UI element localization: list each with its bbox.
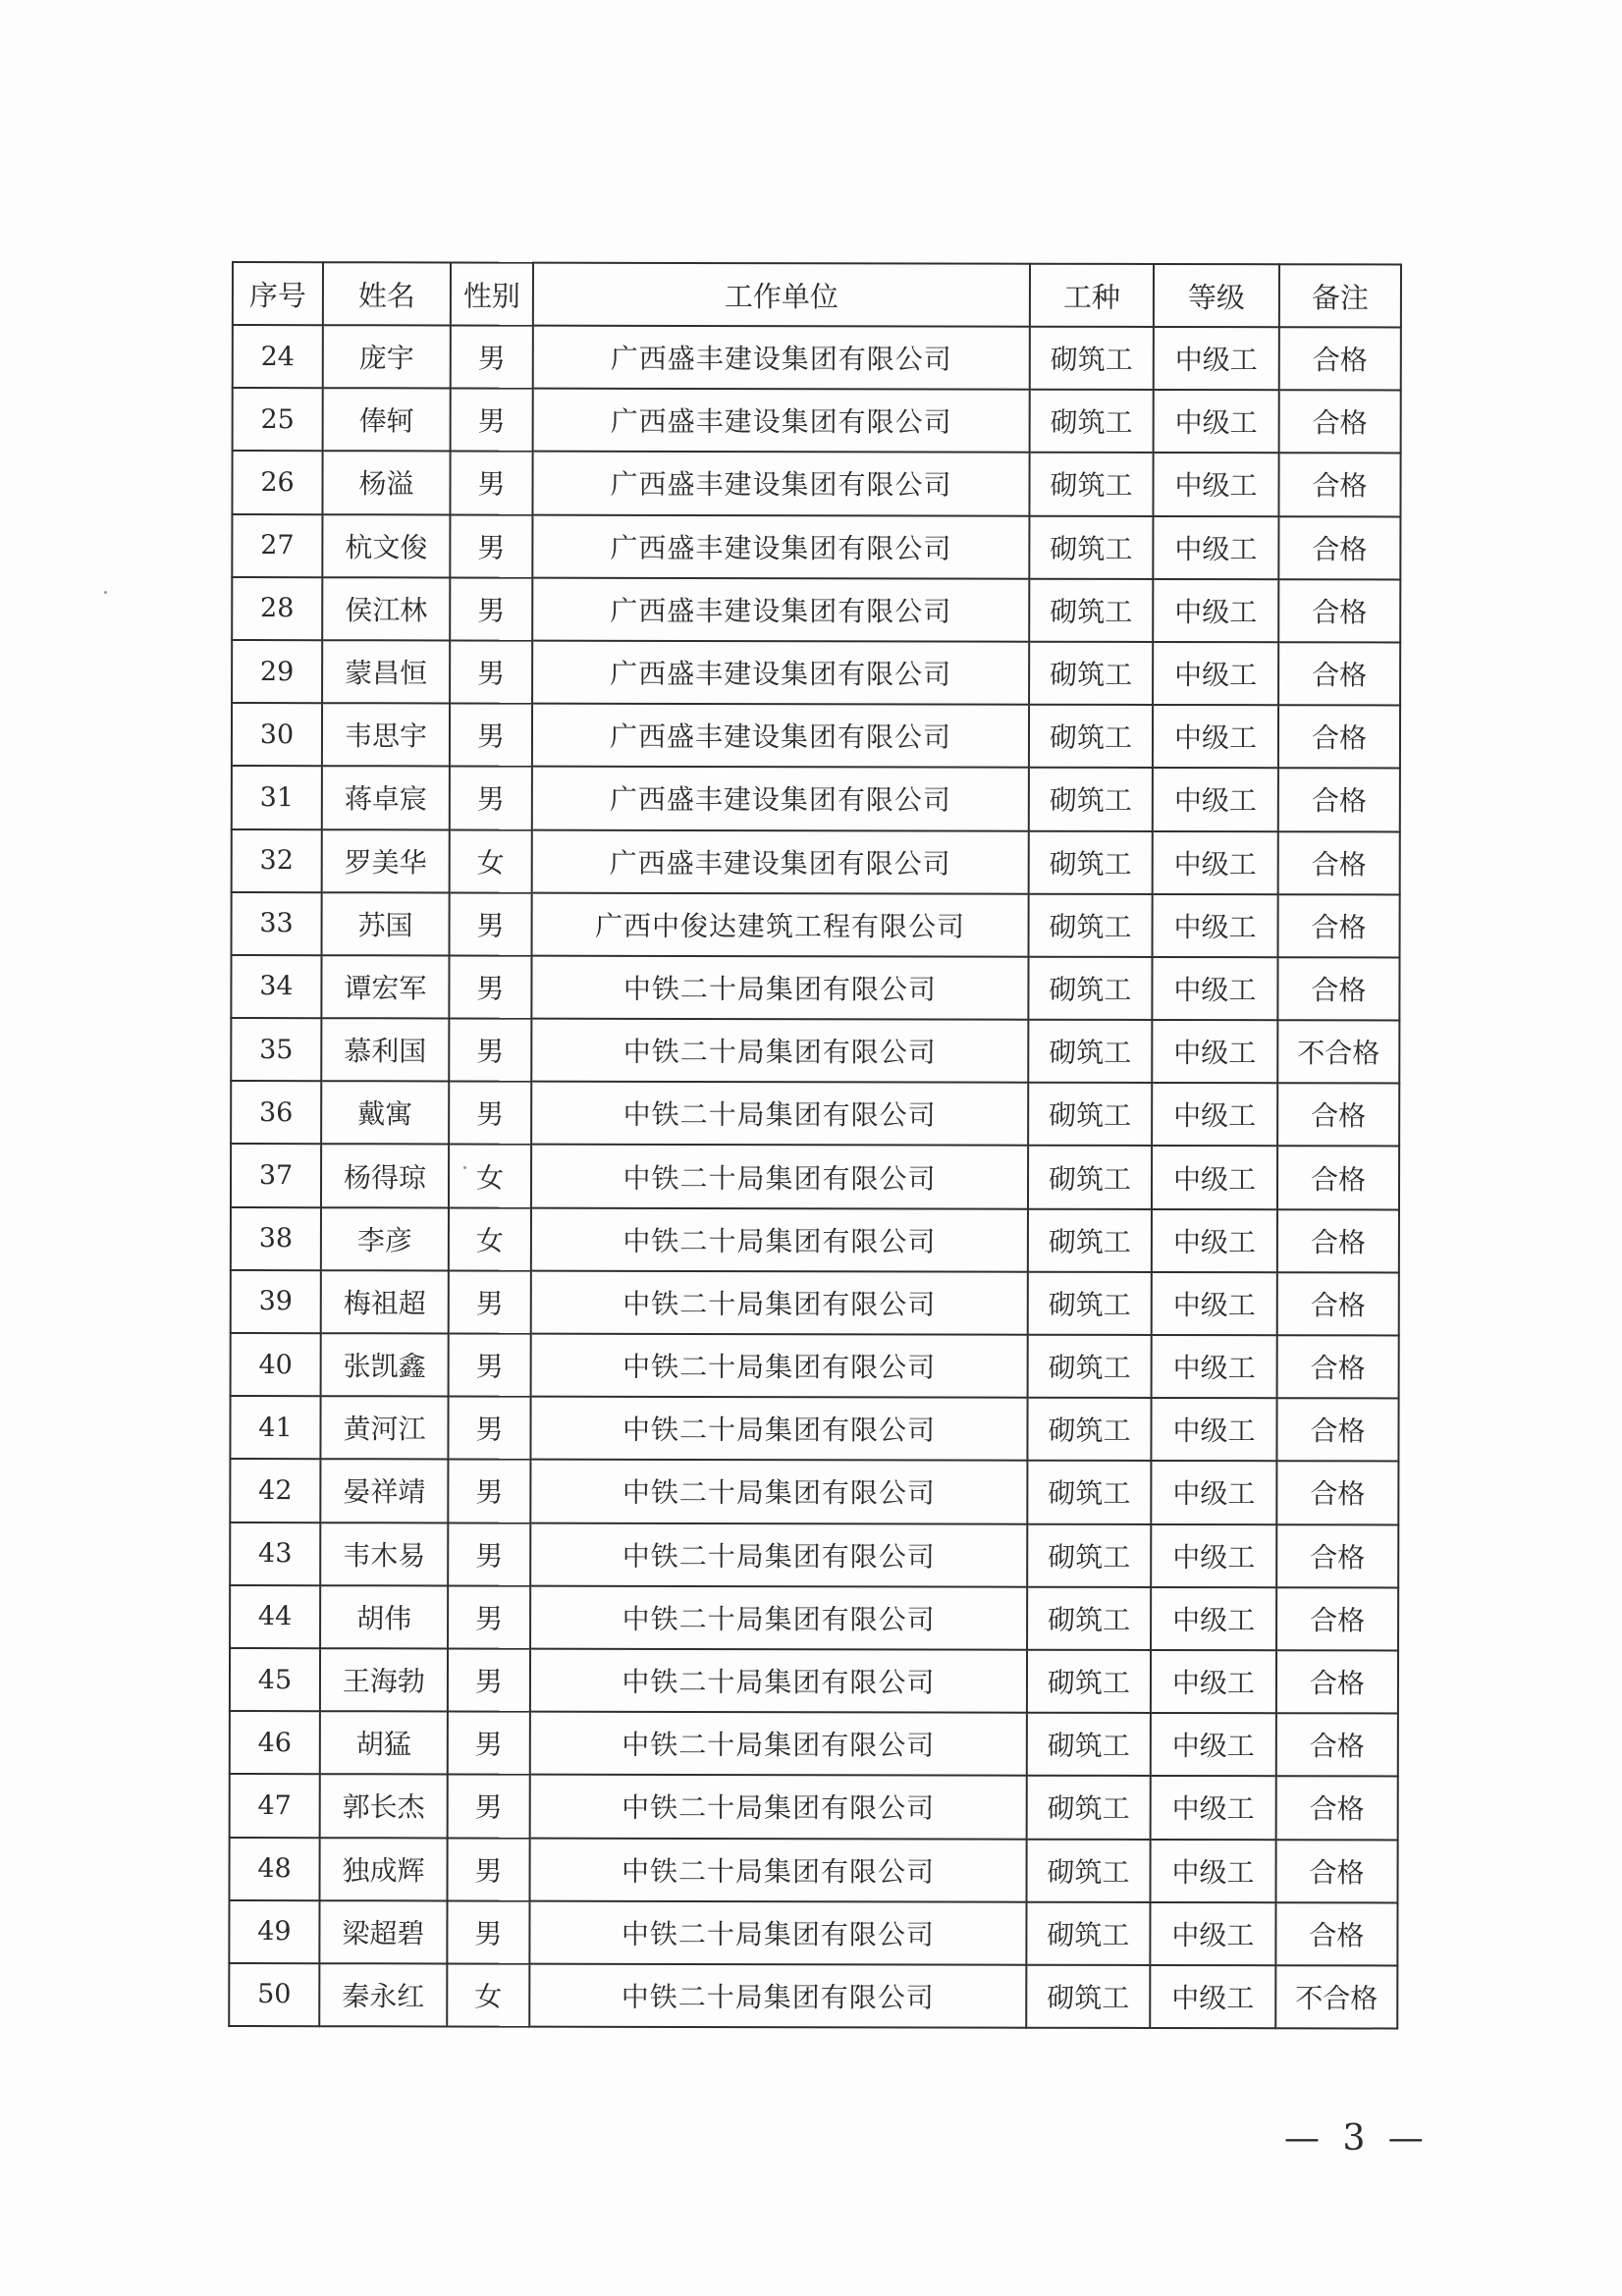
cell-remark: 合格 <box>1279 390 1401 453</box>
header-trade: 工种 <box>1030 264 1154 327</box>
cell-gender: 女 <box>449 1207 531 1270</box>
cell-level: 中级工 <box>1153 579 1278 642</box>
cell-level: 中级工 <box>1154 390 1279 453</box>
cell-trade: 砌筑工 <box>1029 642 1153 705</box>
cell-remark: 合格 <box>1277 1083 1399 1146</box>
cell-trade: 砌筑工 <box>1027 1398 1151 1461</box>
cell-gender: 男 <box>448 1838 530 1900</box>
cell-level: 中级工 <box>1152 1272 1277 1335</box>
cell-level: 中级工 <box>1154 327 1279 390</box>
cell-seq: 37 <box>231 1144 321 1206</box>
cell-gender: 男 <box>449 1082 531 1145</box>
cell-seq: 35 <box>231 1018 321 1081</box>
cell-unit: 中铁二十局集团有限公司 <box>530 1712 1027 1776</box>
cell-name: 黄河江 <box>320 1396 448 1459</box>
cell-trade: 砌筑工 <box>1030 390 1154 453</box>
cell-name: 梅祖超 <box>321 1270 449 1333</box>
cell-unit: 广西盛丰建设集团有限公司 <box>533 326 1030 390</box>
cell-unit: 中铁二十局集团有限公司 <box>531 1207 1028 1271</box>
cell-trade: 砌筑工 <box>1029 515 1153 578</box>
table-row <box>229 1900 1397 1966</box>
cell-remark: 合格 <box>1279 327 1401 390</box>
cell-gender: 男 <box>450 640 532 703</box>
cell-trade: 砌筑工 <box>1029 830 1153 893</box>
cell-level: 中级工 <box>1153 642 1278 705</box>
table-row <box>231 1018 1399 1084</box>
cell-remark: 合格 <box>1276 1777 1398 1840</box>
cell-name: 郭长杰 <box>320 1775 448 1838</box>
cell-level: 中级工 <box>1153 705 1278 768</box>
table-row <box>232 829 1400 895</box>
cell-gender: 男 <box>448 1775 530 1838</box>
cell-seq: 45 <box>230 1648 320 1711</box>
cell-seq: 31 <box>232 766 322 828</box>
cell-remark: 不合格 <box>1275 1965 1397 2028</box>
table-row <box>230 1711 1398 1777</box>
cell-level: 中级工 <box>1151 1398 1276 1461</box>
cell-level: 中级工 <box>1151 1650 1276 1713</box>
cell-unit: 中铁二十局集团有限公司 <box>530 1522 1027 1586</box>
cell-unit: 中铁二十局集团有限公司 <box>531 1082 1028 1146</box>
cell-level: 中级工 <box>1151 1776 1276 1839</box>
cell-trade: 砌筑工 <box>1029 893 1153 956</box>
cell-remark: 合格 <box>1276 1462 1398 1524</box>
cell-unit: 中铁二十局集团有限公司 <box>531 1334 1028 1398</box>
cell-remark: 合格 <box>1278 894 1400 957</box>
cell-name: 蒙昌恒 <box>322 640 450 703</box>
cell-remark: 合格 <box>1276 1713 1398 1776</box>
cell-trade: 砌筑工 <box>1027 1461 1151 1523</box>
cell-level: 中级工 <box>1153 830 1278 893</box>
cell-level: 中级工 <box>1153 516 1278 579</box>
cell-level: 中级工 <box>1152 1209 1277 1272</box>
table-row <box>230 1522 1398 1588</box>
table-header-row <box>233 262 1401 327</box>
cell-name: 庞宇 <box>323 325 451 388</box>
cell-remark: 不合格 <box>1277 1020 1399 1083</box>
table-row <box>232 892 1400 958</box>
cell-unit: 中铁二十局集团有限公司 <box>531 956 1028 1020</box>
cell-gender: 男 <box>448 1397 530 1460</box>
cell-trade: 砌筑工 <box>1029 453 1153 515</box>
cell-name: 俸轲 <box>323 388 451 451</box>
cell-seq: 26 <box>232 451 322 513</box>
cell-trade: 砌筑工 <box>1027 1586 1151 1649</box>
cell-unit: 中铁二十局集团有限公司 <box>529 1900 1026 1964</box>
cell-trade: 砌筑工 <box>1030 327 1154 390</box>
cell-unit: 中铁二十局集团有限公司 <box>530 1397 1027 1461</box>
cell-unit: 中铁二十局集团有限公司 <box>530 1649 1027 1713</box>
cell-gender: 女 <box>447 1963 529 2026</box>
cell-gender: 女 <box>449 1145 531 1207</box>
table-row <box>230 1396 1398 1462</box>
cell-trade: 砌筑工 <box>1029 705 1153 768</box>
cell-unit: 广西中俊达建筑工程有限公司 <box>532 892 1029 956</box>
table-row <box>230 1837 1398 1902</box>
table-row <box>231 1333 1399 1399</box>
table-row <box>231 1081 1399 1147</box>
cell-gender: 男 <box>450 767 532 829</box>
cell-seq: 24 <box>233 325 323 388</box>
roster-table <box>228 261 1402 2030</box>
cell-name: 张凯鑫 <box>321 1333 449 1396</box>
table-row <box>230 1774 1398 1840</box>
table-body <box>229 325 1401 2029</box>
cell-level: 中级工 <box>1152 1146 1277 1208</box>
cell-trade: 砌筑工 <box>1027 1776 1151 1839</box>
cell-name: 戴寓 <box>321 1081 449 1144</box>
cell-name: 慕利国 <box>321 1018 449 1081</box>
cell-trade: 砌筑工 <box>1028 1335 1152 1398</box>
cell-seq: 42 <box>230 1459 320 1522</box>
cell-remark: 合格 <box>1278 642 1400 705</box>
cell-seq: 44 <box>230 1585 320 1648</box>
cell-name: 王海勃 <box>320 1648 448 1711</box>
cell-unit: 中铁二十局集团有限公司 <box>531 1019 1028 1083</box>
header-level: 等级 <box>1154 264 1279 327</box>
cell-trade: 砌筑工 <box>1028 1272 1152 1335</box>
cell-seq: 27 <box>232 514 322 577</box>
cell-unit: 广西盛丰建设集团有限公司 <box>532 704 1029 768</box>
table-row <box>231 955 1399 1021</box>
cell-remark: 合格 <box>1278 516 1400 579</box>
cell-trade: 砌筑工 <box>1028 957 1152 1020</box>
cell-seq: 41 <box>230 1396 320 1459</box>
cell-unit: 广西盛丰建设集团有限公司 <box>532 514 1029 578</box>
cell-name: 晏祥靖 <box>320 1460 448 1522</box>
cell-remark: 合格 <box>1278 579 1400 642</box>
cell-trade: 砌筑工 <box>1027 1650 1151 1713</box>
cell-remark: 合格 <box>1278 705 1400 768</box>
cell-gender: 男 <box>449 955 531 1018</box>
cell-level: 中级工 <box>1150 1902 1275 1965</box>
cell-name: 秦永红 <box>319 1963 447 2026</box>
cell-seq: 47 <box>230 1774 320 1837</box>
cell-level: 中级工 <box>1152 1083 1277 1146</box>
cell-gender: 男 <box>450 452 532 514</box>
cell-seq: 34 <box>231 955 321 1018</box>
cell-name: 蒋卓宸 <box>322 767 450 829</box>
cell-gender: 男 <box>449 1019 531 1082</box>
cell-seq: 49 <box>229 1900 319 1963</box>
cell-seq: 40 <box>231 1333 321 1396</box>
cell-level: 中级工 <box>1153 894 1278 957</box>
cell-seq: 48 <box>230 1837 320 1899</box>
table-row <box>230 1585 1398 1651</box>
table-row <box>233 325 1401 391</box>
header-remark: 备注 <box>1279 264 1401 327</box>
cell-name: 侯江林 <box>322 577 450 640</box>
cell-level: 中级工 <box>1151 1524 1276 1587</box>
cell-trade: 砌筑工 <box>1027 1839 1151 1901</box>
cell-name: 李彦 <box>321 1207 449 1270</box>
cell-seq: 43 <box>230 1522 320 1585</box>
cell-level: 中级工 <box>1152 1335 1277 1398</box>
cell-unit: 广西盛丰建设集团有限公司 <box>533 389 1030 453</box>
cell-remark: 合格 <box>1275 1902 1397 1965</box>
cell-gender: 女 <box>450 829 532 892</box>
cell-gender: 男 <box>448 1522 530 1585</box>
cell-trade: 砌筑工 <box>1027 1523 1151 1586</box>
cell-gender: 男 <box>448 1648 530 1711</box>
table-row <box>230 1648 1398 1714</box>
cell-name: 谭宏军 <box>321 955 449 1018</box>
cell-name: 杨溢 <box>322 452 450 514</box>
cell-gender: 男 <box>447 1900 529 1963</box>
cell-name: 杭文俊 <box>322 514 450 577</box>
cell-unit: 广西盛丰建设集团有限公司 <box>532 767 1029 830</box>
cell-gender: 男 <box>450 892 532 955</box>
page-number: — 3 — <box>1284 2118 1430 2159</box>
cell-unit: 广西盛丰建设集团有限公司 <box>532 577 1029 641</box>
cell-unit: 广西盛丰建设集团有限公司 <box>532 829 1029 893</box>
table-row <box>232 703 1400 769</box>
cell-seq: 32 <box>232 829 322 892</box>
table-row <box>231 1144 1399 1209</box>
cell-remark: 合格 <box>1278 769 1400 831</box>
cell-gender: 男 <box>451 389 533 452</box>
cell-unit: 中铁二十局集团有限公司 <box>531 1145 1028 1208</box>
cell-level: 中级工 <box>1151 1587 1276 1650</box>
table-row <box>231 1270 1399 1336</box>
cell-unit: 中铁二十局集团有限公司 <box>531 1270 1028 1334</box>
cell-unit: 广西盛丰建设集团有限公司 <box>532 452 1029 515</box>
cell-level: 中级工 <box>1152 1020 1277 1083</box>
table-row <box>232 514 1400 580</box>
header-seq: 序号 <box>233 262 323 325</box>
cell-name: 独成辉 <box>320 1838 448 1900</box>
cell-remark: 合格 <box>1276 1524 1398 1587</box>
cell-remark: 合格 <box>1276 1650 1398 1713</box>
cell-remark: 合格 <box>1276 1587 1398 1650</box>
cell-level: 中级工 <box>1151 1839 1276 1901</box>
cell-name: 胡猛 <box>320 1711 448 1774</box>
table-row <box>232 640 1400 706</box>
cell-name: 韦木易 <box>320 1522 448 1585</box>
table-row <box>229 1963 1397 2029</box>
cell-remark: 合格 <box>1278 831 1400 894</box>
header-gender: 性别 <box>451 262 533 325</box>
header-name: 姓名 <box>323 262 451 325</box>
cell-level: 中级工 <box>1151 1713 1276 1776</box>
cell-seq: 30 <box>232 703 322 766</box>
cell-remark: 合格 <box>1276 1840 1398 1902</box>
cell-seq: 29 <box>232 640 322 703</box>
cell-level: 中级工 <box>1153 453 1278 515</box>
cell-name: 胡伟 <box>320 1585 448 1648</box>
cell-trade: 砌筑工 <box>1026 1965 1150 2028</box>
cell-trade: 砌筑工 <box>1028 1208 1152 1271</box>
cell-gender: 男 <box>448 1460 530 1522</box>
table-row <box>230 1459 1398 1524</box>
cell-remark: 合格 <box>1278 454 1400 516</box>
cell-name: 韦思宇 <box>322 703 450 766</box>
cell-trade: 砌筑工 <box>1027 1713 1151 1776</box>
cell-seq: 38 <box>231 1207 321 1270</box>
cell-remark: 合格 <box>1277 957 1399 1020</box>
cell-gender: 男 <box>448 1712 530 1775</box>
cell-unit: 广西盛丰建设集团有限公司 <box>532 641 1029 705</box>
cell-remark: 合格 <box>1277 1335 1399 1398</box>
cell-seq: 39 <box>231 1270 321 1333</box>
cell-remark: 合格 <box>1277 1209 1399 1272</box>
cell-seq: 25 <box>233 388 323 451</box>
cell-gender: 男 <box>449 1270 531 1333</box>
cell-name: 罗美华 <box>322 829 450 892</box>
cell-remark: 合格 <box>1277 1272 1399 1335</box>
cell-remark: 合格 <box>1276 1398 1398 1461</box>
cell-trade: 砌筑工 <box>1028 1083 1152 1146</box>
cell-level: 中级工 <box>1153 768 1278 830</box>
cell-seq: 33 <box>232 892 322 955</box>
cell-unit: 中铁二十局集团有限公司 <box>530 1775 1027 1839</box>
cell-seq: 28 <box>232 577 322 640</box>
cell-name: 杨得琼 <box>321 1145 449 1207</box>
cell-seq: 36 <box>231 1081 321 1144</box>
cell-unit: 中铁二十局集团有限公司 <box>530 1585 1027 1649</box>
header-unit: 工作单位 <box>533 263 1030 327</box>
cell-gender: 男 <box>448 1585 530 1648</box>
table-row <box>232 766 1400 831</box>
scan-speck <box>104 591 107 594</box>
cell-remark: 合格 <box>1277 1147 1399 1209</box>
cell-name: 梁超碧 <box>319 1900 447 1963</box>
cell-unit: 中铁二十局集团有限公司 <box>530 1838 1027 1901</box>
cell-trade: 砌筑工 <box>1028 1020 1152 1083</box>
cell-unit: 中铁二十局集团有限公司 <box>530 1460 1027 1523</box>
cell-level: 中级工 <box>1152 957 1277 1020</box>
table-row <box>231 1207 1399 1273</box>
cell-gender: 男 <box>450 514 532 577</box>
cell-gender: 男 <box>450 577 532 640</box>
cell-trade: 砌筑工 <box>1026 1901 1150 1964</box>
table-row <box>233 388 1401 454</box>
cell-name: 苏国 <box>322 892 450 955</box>
cell-seq: 50 <box>229 1963 319 2026</box>
cell-unit: 中铁二十局集团有限公司 <box>529 1964 1026 2028</box>
cell-trade: 砌筑工 <box>1029 768 1153 830</box>
cell-level: 中级工 <box>1151 1461 1276 1523</box>
cell-gender: 男 <box>449 1333 531 1396</box>
table-row <box>232 451 1400 516</box>
table-row <box>232 577 1400 643</box>
cell-trade: 砌筑工 <box>1028 1146 1152 1208</box>
cell-seq: 46 <box>230 1711 320 1774</box>
cell-trade: 砌筑工 <box>1029 578 1153 641</box>
cell-level: 中级工 <box>1150 1965 1275 2028</box>
cell-gender: 男 <box>450 704 532 767</box>
cell-gender: 男 <box>451 325 533 388</box>
